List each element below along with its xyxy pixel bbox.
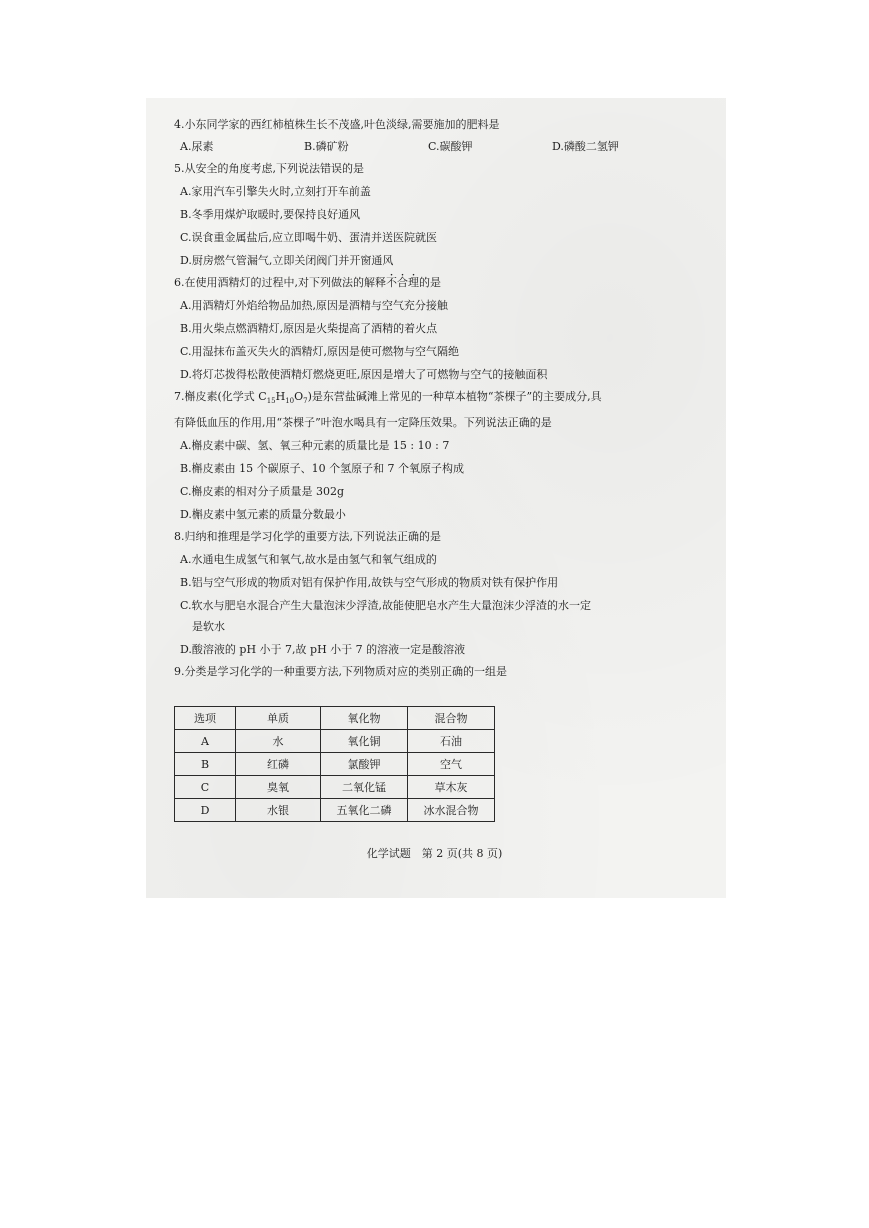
option-d: D.磷酸二氢钾 xyxy=(552,140,619,153)
table-cell: C xyxy=(175,776,236,799)
question-stem-line2: 有降低血压的作用,用“茶棵子”叶泡水喝具有一定降压效果。下列说法正确的是 xyxy=(174,416,552,430)
option-c: C.碳酸钾 xyxy=(428,140,473,153)
option-c: C.用湿抹布盖灭失火的酒精灯,原因是使可燃物与空气隔绝 xyxy=(180,345,460,358)
option-a: A.尿素 xyxy=(180,140,214,153)
option-c xyxy=(174,599,674,634)
options-row xyxy=(174,140,674,154)
table-cell: 空气 xyxy=(408,753,495,776)
option-b: B.用火柴点燃酒精灯,原因是火柴提高了酒精的着火点 xyxy=(180,322,438,335)
stem-text: )是东营盐碱滩上常见的一种草本植物“茶棵子”的主要成分,具 xyxy=(307,390,602,403)
classification-table xyxy=(174,706,495,822)
question-9 xyxy=(174,665,674,679)
stem-text: 6.在使用酒精灯的过程中,对下列做法的解释 xyxy=(174,276,386,289)
table-cell: 氯酸钾 xyxy=(321,753,408,776)
option-a: A.槲皮素中碳、氢、氧三种元素的质量比是 15 : 10 : 7 xyxy=(180,439,450,453)
question-stem: 4.小东同学家的西红柿植株生长不茂盛,叶色淡绿,需要施加的肥料是 xyxy=(174,118,500,131)
option-d: D.将灯芯拨得松散使酒精灯燃烧更旺,原因是增大了可燃物与空气的接触面积 xyxy=(180,368,548,381)
table-row xyxy=(175,753,495,776)
emphasis-char: 合 xyxy=(397,276,408,289)
question-6 xyxy=(174,276,674,382)
table-header: 混合物 xyxy=(408,707,495,730)
table-row xyxy=(175,730,495,753)
table-cell: 红磷 xyxy=(236,753,321,776)
formula-subscript: 10 xyxy=(285,397,295,406)
table-header: 单质 xyxy=(236,707,321,730)
exam-content xyxy=(174,118,674,679)
table-cell: 石油 xyxy=(408,730,495,753)
option-a: A.水通电生成氢气和氧气,故水是由氢气和氧气组成的 xyxy=(180,553,437,567)
table-cell: 臭氧 xyxy=(236,776,321,799)
option-c: C.误食重金属盐后,应立即喝牛奶、蛋清并送医院就医 xyxy=(180,231,438,244)
table-row xyxy=(175,799,495,822)
table-cell: 五氧化二磷 xyxy=(321,799,408,822)
table-cell: 水 xyxy=(236,730,321,753)
question-stem xyxy=(174,276,674,290)
table-cell: 草木灰 xyxy=(408,776,495,799)
question-stem xyxy=(174,390,674,408)
option-b: B.铝与空气形成的物质对铝有保护作用,故铁与空气形成的物质对铁有保护作用 xyxy=(180,576,559,590)
emphasis-text xyxy=(386,276,419,289)
option-c-line2: 是软水 xyxy=(192,620,225,634)
emphasis-char: 不 xyxy=(386,276,397,289)
option-b: B.冬季用煤炉取暖时,要保持良好通风 xyxy=(180,208,361,221)
option-b: B.槲皮素由 15 个碳原子、10 个氢原子和 7 个氧原子构成 xyxy=(180,462,465,476)
formula-subscript: 7 xyxy=(303,397,308,406)
question-4 xyxy=(174,118,674,154)
option-d: D.槲皮素中氢元素的质量分数最小 xyxy=(180,508,346,522)
table-cell: 氧化铜 xyxy=(321,730,408,753)
option-a: A.家用汽车引擎失火时,立刻打开车前盖 xyxy=(180,185,371,198)
option-b: B.磷矿粉 xyxy=(304,140,349,153)
option-a: A.用酒精灯外焰给物品加热,原因是酒精与空气充分接触 xyxy=(180,299,448,312)
table-cell: 冰水混合物 xyxy=(408,799,495,822)
formula-element: H xyxy=(275,390,286,403)
option-c: C.槲皮素的相对分子质量是 302g xyxy=(180,485,345,499)
table-cell: 二氧化锰 xyxy=(321,776,408,799)
question-stem: 5.从安全的角度考虑,下列说法错误的是 xyxy=(174,162,364,175)
table-cell: 水银 xyxy=(236,799,321,822)
formula-subscript: 15 xyxy=(266,397,276,406)
option-c-line1: C.软水与肥皂水混合产生大量泡沫少浮渣,故能使肥皂水产生大量泡沫少浮渣的水一定 xyxy=(180,599,592,613)
table-cell: D xyxy=(175,799,236,822)
table-cell: A xyxy=(175,730,236,753)
question-8 xyxy=(174,530,674,657)
question-7 xyxy=(174,390,674,522)
emphasis-char: 理 xyxy=(408,276,419,289)
option-d: D.酸溶液的 pH 小于 7,故 pH 小于 7 的溶液一定是酸溶液 xyxy=(180,643,466,657)
table-row xyxy=(175,776,495,799)
formula-element: O xyxy=(294,390,304,403)
question-stem: 8.归纳和推理是学习化学的重要方法,下列说法正确的是 xyxy=(174,530,441,544)
option-d: D.厨房燃气管漏气,立即关闭阀门并开窗通风 xyxy=(180,254,394,267)
question-5 xyxy=(174,162,674,268)
question-stem: 9.分类是学习化学的一种重要方法,下列物质对应的类别正确的一组是 xyxy=(174,665,507,679)
table-header-row xyxy=(175,707,495,730)
stem-text: 7.槲皮素(化学式 C xyxy=(174,390,267,403)
page-footer: 化学试题 第 2 页(共 8 页) xyxy=(366,847,503,860)
table-header: 选项 xyxy=(175,707,236,730)
table-header: 氧化物 xyxy=(321,707,408,730)
table-cell: B xyxy=(175,753,236,776)
stem-text: 的是 xyxy=(419,276,441,289)
